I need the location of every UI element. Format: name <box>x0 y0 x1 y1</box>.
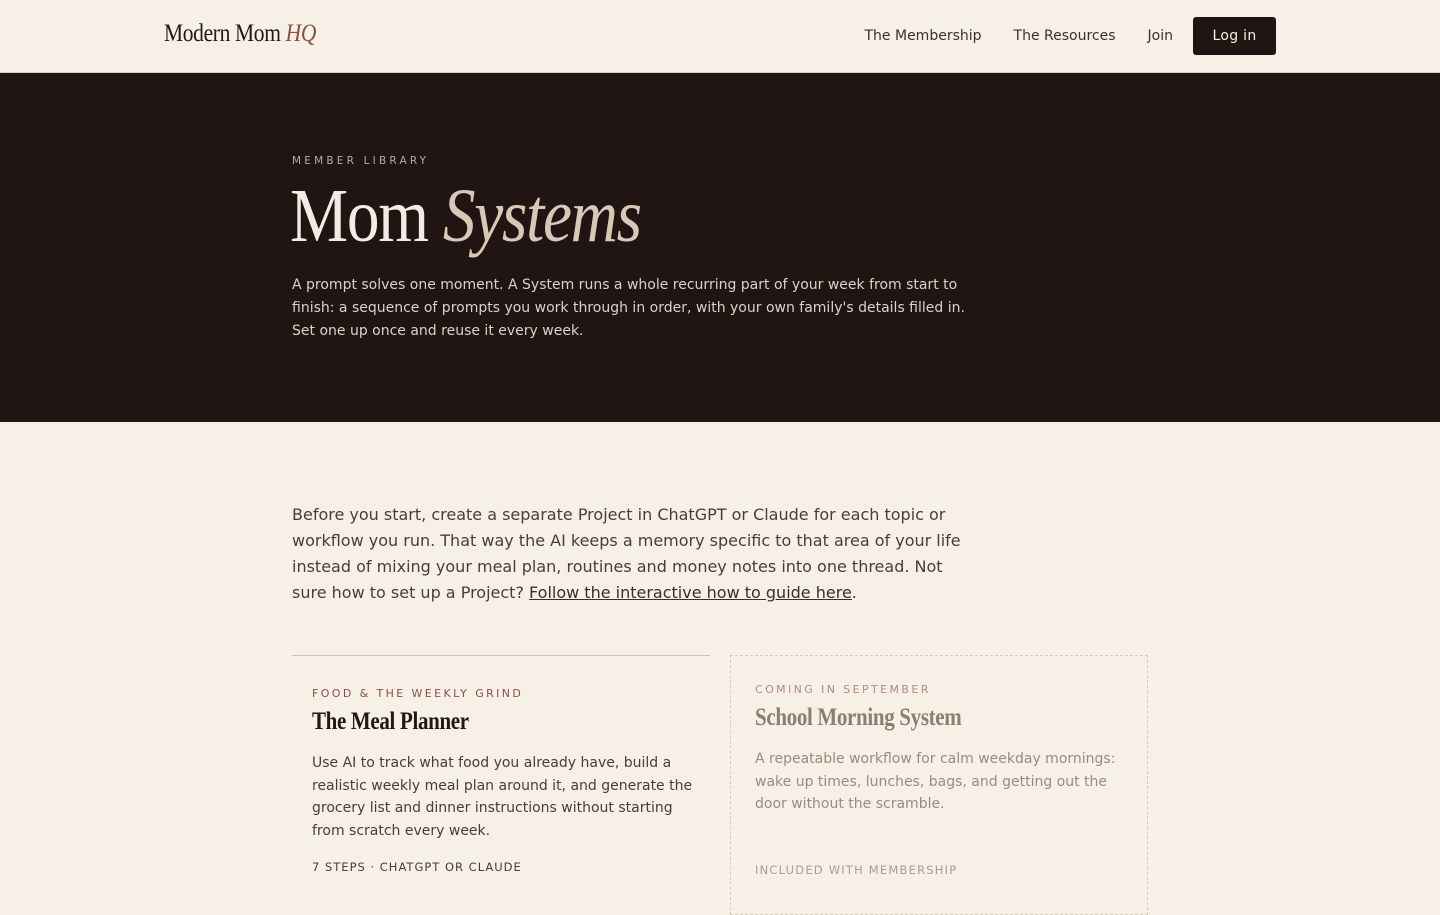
system-card-school-morning <box>730 655 1148 915</box>
main-nav <box>865 17 1277 55</box>
card-category: FOOD & THE WEEKLY GRIND <box>312 687 524 700</box>
intro-paragraph <box>292 502 982 606</box>
login-button[interactable]: Log in <box>1193 17 1276 55</box>
hero-section <box>0 73 1440 422</box>
site-header <box>0 0 1440 73</box>
hero-description: A prompt solves one moment. A System runs a whole recurring part of your week from start to finish: a sequence of prompts you work through in order, with your own family's details filled in. Set one up once and reuse it every week. <box>292 277 965 339</box>
page-title <box>290 173 641 260</box>
page-title-main: Mom <box>290 174 428 258</box>
card-title: The Meal Planner <box>312 708 469 735</box>
card-meta: INCLUDED WITH MEMBERSHIP <box>755 863 958 877</box>
logo-text: Modern Mom <box>164 20 281 47</box>
site-logo[interactable] <box>164 20 316 48</box>
hero-eyebrow: MEMBER LIBRARY <box>292 155 430 167</box>
card-description: Use AI to track what food you already have, build a realistic weekly meal plan around it, and generate the grocery list and dinner instructions without starting from scratch every week. <box>312 755 693 840</box>
page-title-accent: Systems <box>442 174 641 258</box>
nav-link-resources[interactable]: The Resources <box>1013 28 1116 44</box>
card-title: School Morning System <box>755 704 962 731</box>
nav-link-membership[interactable]: The Membership <box>864 28 982 44</box>
intro-text: Before you start, create a separate Project in ChatGPT or Claude for each topic or workflow you run. That way the AI keeps a memory specific to that area of your life instead of mixing your meal plan, routines and money notes into one thread. Not sure how to set up a Project? <box>292 505 961 602</box>
card-category: COMING IN SEPTEMBER <box>755 683 931 696</box>
nav-link-join[interactable]: Join <box>1147 28 1173 44</box>
card-description: A repeatable workflow for calm weekday mornings: wake up times, lunches, bags, and getting out the door without the scramble. <box>755 751 1116 813</box>
card-meta: 7 STEPS · CHATGPT OR CLAUDE <box>312 860 522 874</box>
guide-link[interactable]: Follow the interactive how to guide here <box>529 583 852 602</box>
intro-suffix: . <box>851 583 857 602</box>
system-card-meal-planner[interactable] <box>292 655 710 915</box>
logo-accent: HQ <box>285 20 317 47</box>
